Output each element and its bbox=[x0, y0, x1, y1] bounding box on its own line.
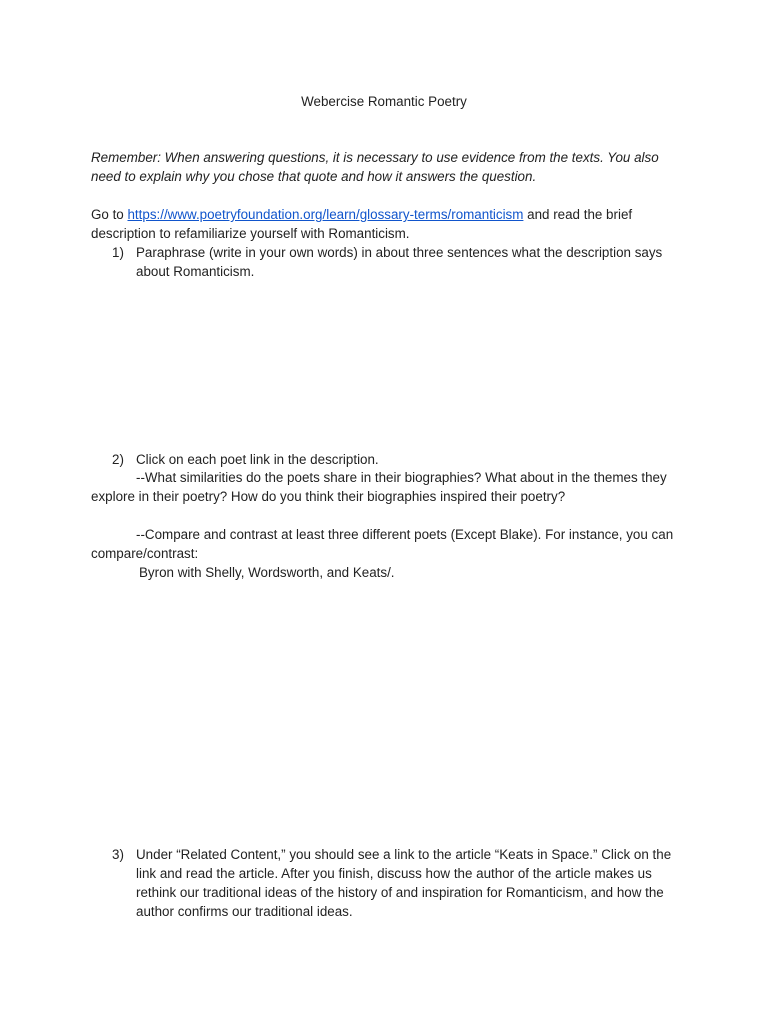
question-text: Under “Related Content,” you should see a link to the article “Keats in Space.” Click on the link and read the article. After you finish, discuss how the author of the article makes us rethink our traditional ideas of the history of and inspiration for Romanticism, and how the author confirms our traditional ideas. bbox=[136, 847, 672, 919]
question-number: 1) bbox=[112, 245, 124, 260]
goto-suffix: and read the brief description to refamiliarize yourself with Romanticism. bbox=[91, 207, 633, 241]
question-2-example: Byron with Shelly, Wordsworth, and Keats/. bbox=[139, 565, 395, 580]
question-number: 3) bbox=[112, 847, 124, 862]
question-number: 2) bbox=[112, 452, 124, 467]
goto-instruction bbox=[91, 205, 691, 243]
question-text: Click on each poet link in the description. bbox=[136, 452, 379, 467]
goto-prefix: Go to bbox=[91, 207, 128, 222]
document-title: Webercise Romantic Poetry bbox=[301, 94, 467, 109]
remember-note: Remember: When answering questions, it is necessary to use evidence from the texts. You also need to explain why you chose that quote and how it answers the question. bbox=[91, 150, 659, 184]
romanticism-link[interactable]: https://www.poetryfoundation.org/learn/glossary-terms/romanticism bbox=[127, 207, 524, 222]
question-2 bbox=[112, 450, 692, 469]
question-3 bbox=[112, 845, 692, 921]
question-2-similarities: --What similarities do the poets share in their biographies? What about in the themes they explore in their poetry? How do you think their biographies inspired their poetry? bbox=[91, 470, 667, 504]
question-text: Paraphrase (write in your own words) in about three sentences what the description says about Romanticism. bbox=[136, 245, 663, 279]
question-2-compare: --Compare and contrast at least three different poets (Except Blake). For instance, you can compare/contrast: bbox=[91, 527, 674, 561]
question-1 bbox=[112, 243, 692, 281]
